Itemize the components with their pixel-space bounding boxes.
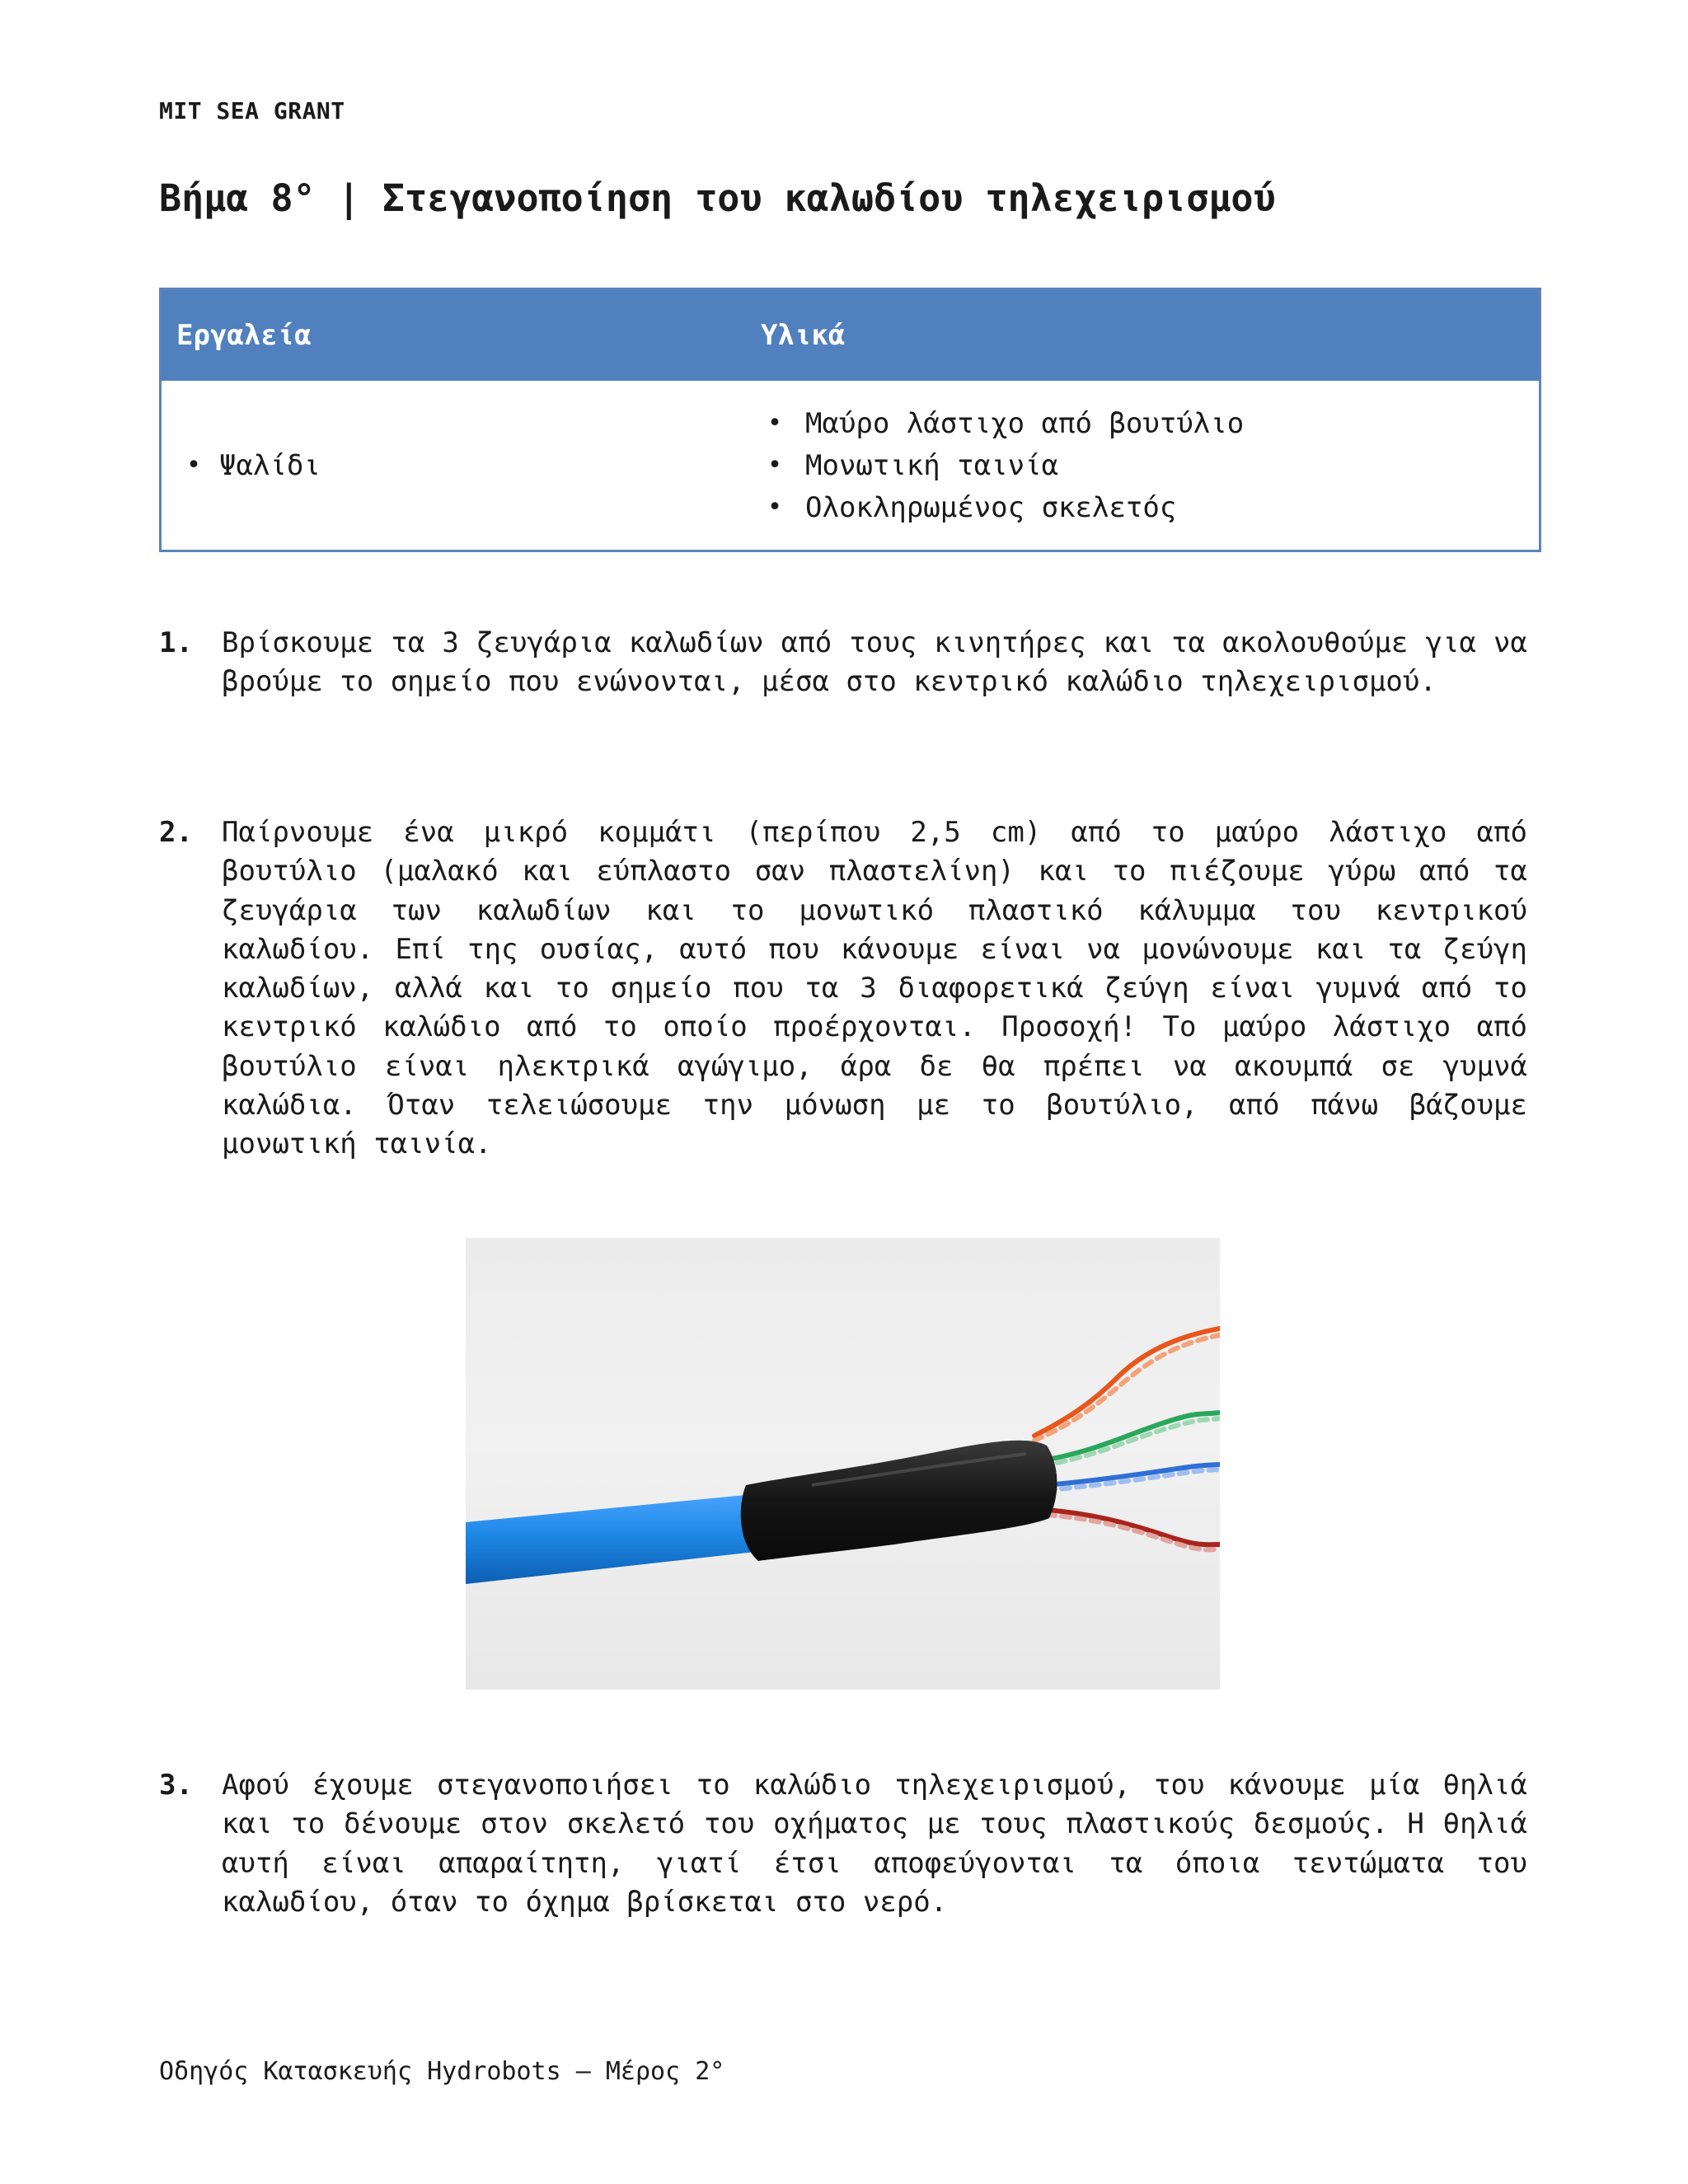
tools-materials-table [159, 288, 1541, 552]
bullet-icon: • [767, 409, 783, 438]
table-body-row [162, 381, 1539, 550]
table-header-row [162, 290, 1539, 381]
materials-cell [761, 381, 1539, 550]
cable-illustration [466, 1238, 1220, 1690]
material-item [761, 444, 1539, 486]
bullet-icon: • [767, 493, 783, 522]
cable-sealing-photo [466, 1238, 1220, 1690]
tool-item-label: Ψαλίδι [219, 448, 321, 482]
step-text: Βρίσκουμε τα 3 ζευγάρια καλωδίων από τους κινητήρες και τα ακολουθούμε για να βρούμε το σημείο που ενώνονται, μέσα στο κεντρικό καλώδιο τηλεχειρισμού. [222, 626, 1527, 699]
material-item-label: Ολοκληρωμένος σκελετός [805, 490, 1177, 524]
bullet-icon: • [186, 451, 202, 480]
tools-column-header: Εργαλεία [176, 319, 312, 352]
material-item [761, 402, 1539, 444]
page-footer: Οδηγός Κατασκευής Hydrobots – Μέρος 2° [159, 2057, 725, 2086]
materials-column-header: Υλικά [761, 319, 846, 352]
step-text: Παίρνουμε ένα μικρό κομμάτι (περίπου 2,5 cm) από το μαύρο λάστιχο από βουτύλιο (μαλακό και εύπλαστο σαν πλαστελίνη) και το πιέζουμε γύρω από τα ζευγάρια των καλωδίων και το μονωτικό πλαστικό κάλυμμα του κεντρικού καλωδίου. Επί της ουσίας, αυτό που κάνουμε είναι να μονώνουμε και τα ζεύγη καλωδίων, αλλά και το σημείο που τα 3 διαφορετικά ζεύγη είναι γυμνά από το κεντρικό καλώδιο από το οποίο προέρχονται. Προσοχή! Το μαύρο λάστιχο από βουτύλιο είναι ηλεκτρικά αγώγιμο, άρα δε θα πρέπει να ακουμπά σε γυμνά καλώδια. Όταν τελειώσουμε την μόνωση με το βουτύλιο, από πάνω βάζουμε μονωτική ταινία. [222, 816, 1527, 1161]
wire-orange-white [1034, 1335, 1220, 1441]
material-item [761, 486, 1539, 528]
tools-cell [162, 381, 761, 550]
wire-blue [1047, 1465, 1220, 1485]
wire-brown [1047, 1510, 1220, 1544]
step-number: 2. [159, 816, 193, 849]
bullet-icon: • [767, 451, 783, 480]
tool-item [186, 444, 321, 486]
page-title: Βήμα 8° | Στεγανοποίηση του καλωδίου τηλεχειρισμού [159, 176, 1276, 220]
butyl-tape [741, 1441, 1057, 1561]
instruction-step-2 [159, 813, 1527, 1165]
twisted-wires [1034, 1329, 1220, 1549]
material-item-label: Μονωτική ταινία [805, 448, 1059, 482]
blue-cable [466, 1493, 762, 1584]
material-item-label: Μαύρο λάστιχο από βουτύλιο [805, 406, 1245, 440]
step-number: 1. [159, 626, 193, 659]
step-text: Αφού έχουμε στεγανοποιήσει το καλώδιο τηλεχειρισμού, του κάνουμε μία θηλιά και το δένουμε στον σκελετό του οχήματος με τους πλαστικούς δεσμούς. Η θηλιά αυτή είναι απαραίτητη, γιατί έτσι αποφεύγονται τα όποια τεντώματα του καλωδίου, όταν το όχημα βρίσκεται στο νερό. [222, 1769, 1527, 1919]
instruction-step-1 [159, 624, 1527, 702]
organization-header: MIT SEA GRANT [159, 97, 345, 124]
step-number: 3. [159, 1769, 193, 1802]
instruction-step-3 [159, 1766, 1527, 1922]
